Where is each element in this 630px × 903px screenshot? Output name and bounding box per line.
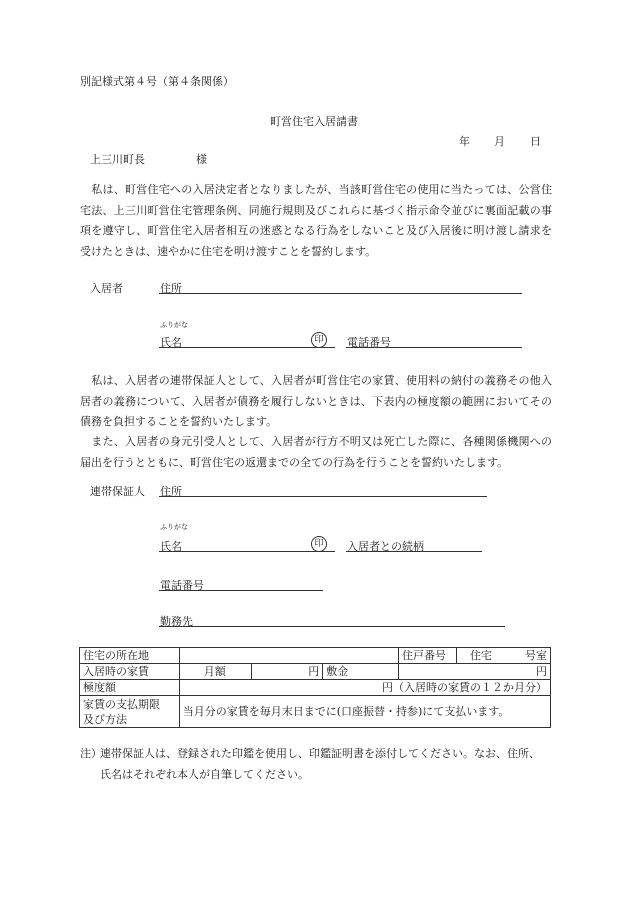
- note-line1: 連帯保証人は、登録された印鑑を使用し、印鑑証明書を添付してください。なお、住所、: [100, 747, 540, 760]
- pledge-text: 私は、町営住宅への入居決定者となりましたが、当該町営住宅の使用に当たっては、公営住宅法、上三川町営住宅管理条例、同施行規則及びこれらに基づく指示命令並びに裏面記載の事項を遵守し、町営住宅入居者相互の迷惑となる行為をしないこと及び入居後に明け渡し請求を受けたときは、速やかに住宅を明け渡すことを誓約します。: [80, 183, 552, 258]
- guarantor-phone-label: 電話番号: [160, 579, 204, 592]
- addressee-name: 上三川町長: [90, 153, 145, 166]
- date-year: 年: [459, 135, 470, 148]
- rent-label: 入居時の家賃: [80, 664, 180, 680]
- guarantor-relationship-line: [346, 551, 482, 552]
- deposit-label: 敷金: [323, 664, 399, 680]
- page-title: 町営住宅入居請書: [270, 115, 358, 128]
- guarantor-address-line: [159, 496, 487, 497]
- guarantor-name-label: 氏名: [160, 540, 182, 553]
- addressee-honorific: 様: [196, 153, 207, 166]
- unit-number-label: 住戸番号: [399, 648, 457, 664]
- guarantor-seal: [311, 536, 327, 552]
- date-day: 日: [530, 135, 541, 148]
- seal-mark: 印: [311, 332, 327, 348]
- payment-label: [80, 696, 180, 728]
- seal-mark: 印: [311, 536, 327, 552]
- table-row: [80, 664, 551, 680]
- rent-yen: 円: [251, 664, 323, 680]
- resident-furigana-label: ふりがな: [160, 321, 188, 329]
- rent-monthly-label: 月額: [179, 664, 251, 680]
- housing-info-table: [79, 647, 551, 728]
- resident-name-label: 氏名: [160, 336, 182, 349]
- location-value: [179, 648, 398, 664]
- resident-address-label: 住所: [160, 282, 182, 295]
- payment-label-line1: 家賃の支払期限: [83, 697, 160, 711]
- limit-value: 円（入居時の家賃の１２か月分）: [179, 680, 550, 696]
- deposit-yen: 円: [399, 664, 551, 680]
- unit-suffix-house: 住宅: [470, 649, 492, 662]
- guarantor-relationship-label: 入居者との続柄: [347, 540, 424, 553]
- guarantor-text-1: 私は、入居者の連帯保証人として、入居者が町営住宅の家賃、使用料の納付の義務その他入居者の義務について、入居者が債務を履行しないときは、下表内の極度額の範囲においてその債務を負担することを誓約いたします。: [80, 374, 552, 428]
- table-row: [80, 648, 551, 664]
- resident-seal: [311, 332, 327, 348]
- guarantor-workplace-label: 勤務先: [160, 615, 193, 628]
- guarantor-furigana-label: ふりがな: [160, 523, 188, 531]
- guarantor-label: 連帯保証人: [90, 485, 145, 498]
- table-row: [80, 696, 551, 728]
- guarantor-name-line: [159, 551, 335, 552]
- guarantor-address-label: 住所: [160, 485, 182, 498]
- resident-address-line: [159, 293, 522, 294]
- note-prefix: 注）: [80, 747, 102, 760]
- limit-label: 極度額: [80, 680, 180, 696]
- date-month: 月: [494, 135, 505, 148]
- payment-value: 当月分の家賃を毎月末日までに(口座振替・持参)にて支払います。: [179, 696, 550, 728]
- resident-phone-line: [346, 347, 522, 348]
- guarantor-phone-line: [159, 590, 323, 591]
- table-row: [80, 680, 551, 696]
- guarantor-workplace-line: [159, 626, 505, 627]
- note-line2: 氏名はそれぞれ本人が自筆してください。: [100, 768, 309, 781]
- location-label: 住宅の所在地: [80, 648, 180, 664]
- guarantor-text-2: また、入居者の身元引受人として、入居者が行方不明又は死亡した際に、各種関係機関への届出を行うとともに、町営住宅の返還までの全ての行為を行うことを誓約いたします。: [80, 435, 552, 469]
- unit-number-value: [457, 648, 551, 664]
- payment-label-line2: 及び方法: [83, 712, 127, 726]
- unit-suffix-room: 号室: [525, 649, 547, 662]
- form-header: 別記様式第４号（第４条関係）: [80, 75, 234, 88]
- resident-label: 入居者: [90, 282, 123, 295]
- resident-phone-label: 電話番号: [347, 336, 391, 349]
- resident-name-line: [159, 347, 335, 348]
